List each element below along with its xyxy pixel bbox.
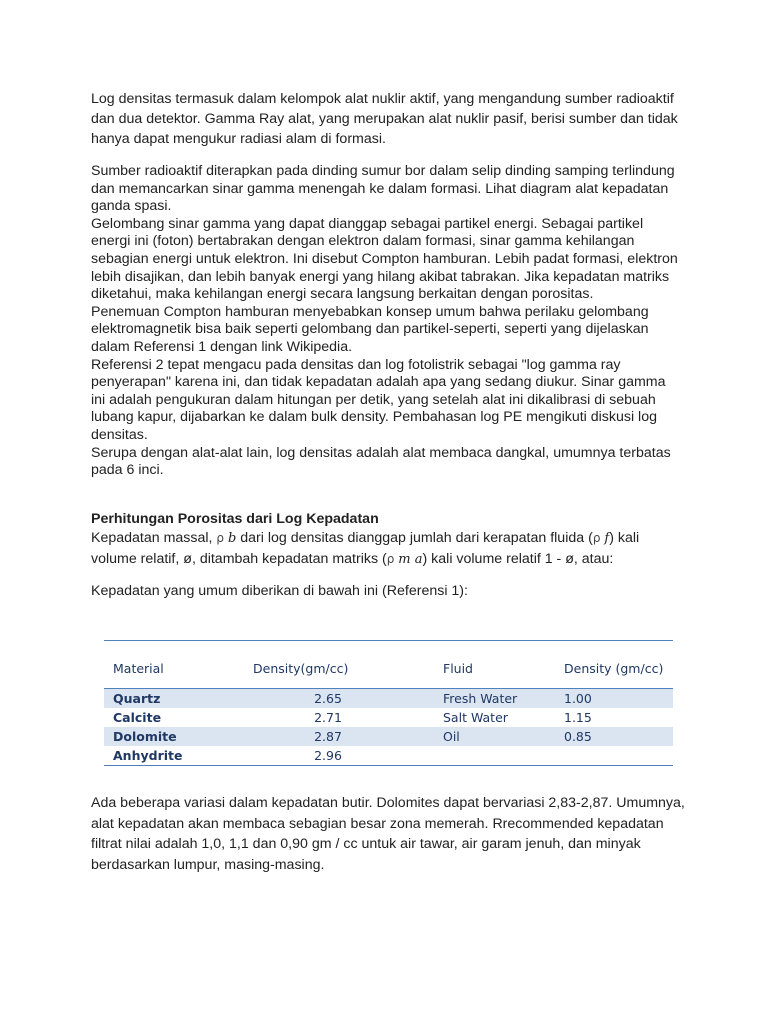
- formula-text-1: Kepadatan massal,: [91, 529, 217, 546]
- closing-section: [91, 793, 691, 875]
- cell-material: Quartz: [104, 689, 253, 709]
- formula-text-5: ) kali volume relatif 1 -: [422, 550, 566, 567]
- cell-fluid: [443, 746, 564, 766]
- table-header-row: [104, 641, 673, 689]
- cell-fluid-density: 0.85: [564, 727, 673, 746]
- header-density: Density(gm/cc): [253, 641, 443, 689]
- cell-material: Anhydrite: [104, 746, 253, 766]
- rho-symbol: ρ: [216, 530, 225, 545]
- phi-symbol: ø: [183, 550, 192, 567]
- header-fluid-density: Density (gm/cc): [564, 641, 673, 689]
- paragraph-intro-4: Penemuan Compton hamburan menyebabkan konsep umum bahwa perilaku gelombang elektromagnetik bisa baik seperti gelombang dan partikel-seperti, seperti yang dijelaskan dalam Referensi 1 dengan link Wikipedia.: [91, 303, 649, 355]
- cell-material: Dolomite: [104, 727, 253, 746]
- formula-text-6: , atau:: [573, 550, 614, 567]
- paragraph-intro-5: Referensi 2 tepat mengacu pada densitas dan log fotolistrik sebagai "log gamma ray penyerapan" karena ini, dan tidak kepadatan adalah apa yang sedang diukur. Sinar gamma ini adalah pengukuran dalam hitungan per detik, yang setelah alat ini dikalibrasi di sebuah lubang kapur, dijabarkan ke dalam bulk density. Pembahasan log PE mengikuti diskusi log densitas.: [91, 356, 666, 443]
- paragraph-intro-6: Serupa dengan alat-alat lain, log densitas adalah alat membaca dangkal, umumnya terbatas pada 6 inci.: [91, 444, 671, 479]
- paragraph-intro-1: Log densitas termasuk dalam kelompok alat nuklir aktif, yang mengandung sumber radioaktif dan dua detektor. Gamma Ray alat, yang merupakan alat nuklir pasif, berisi sumber dan tidak hanya dapat mengukur radiasi alam di formasi.: [91, 91, 678, 147]
- formula-text-2: dari log densitas dianggap jumlah dari kerapatan fluida (: [236, 529, 593, 546]
- phi-symbol: ø: [565, 550, 574, 567]
- table-row: [104, 746, 673, 766]
- cell-material: Calcite: [113, 710, 162, 725]
- paragraph-intro-3: Gelombang sinar gamma yang dapat dianggap sebagai partikel energi. Sebagai partikel energi ini (foton) bertabrakan dengan elektron dalam formasi, sinar gamma kehilangan sebagian energi untuk elektron. Ini disebut Compton hamburan. Lebih padat formasi, elektron lebih disajikan, dan lebih banyak energi yang hilang akibat tabrakan. Jika kepadatan matriks diketahui, maka kehilangan energi secara langsung berkaitan dengan porositas.: [91, 215, 678, 303]
- cell-fluid-density: [564, 746, 673, 766]
- cell-density: 2.71: [314, 710, 342, 725]
- paragraph-formula: [91, 528, 681, 570]
- density-table: [104, 640, 673, 766]
- rho-symbol: ρ: [592, 530, 601, 545]
- table-row: [104, 727, 673, 746]
- formula-text-3: ) kali volume relatif,: [91, 529, 640, 567]
- cell-density: 2.87: [253, 727, 443, 746]
- cell-fluid: Salt Water: [443, 710, 508, 725]
- header-fluid: Fluid: [443, 641, 564, 689]
- cell-density: 2.96: [253, 746, 443, 766]
- paragraph-intro-2: Sumber radioaktif diterapkan pada dinding sumur bor dalam selip dinding samping terlindung dan memancarkan sinar gamma menengah ke dalam formasi. Lihat diagram alat kepadatan ganda spasi.: [91, 163, 675, 215]
- table-intro: Kepadatan yang umum diberikan di bawah ini (Referensi 1):: [91, 582, 468, 599]
- paragraph-closing: Ada beberapa variasi dalam kepadatan butir. Dolomites dapat bervariasi 2,83-2,87. Umumnya, alat kepadatan akan membaca sebagian besar zona memerah. Rrecommended kepadatan filtrat nilai adalah 1,0, 1,1 dan 0,90 gm / cc untuk air tawar, air garam jenuh, dan minyak berdasarkan lumpur, masing-masing.: [91, 795, 685, 873]
- cell-fluid: Fresh Water: [443, 689, 564, 709]
- cell-fluid: Oil: [443, 727, 564, 746]
- cell-density: 2.65: [253, 689, 443, 709]
- subscript-f: f: [604, 530, 610, 546]
- cell-fluid-density: 1.15: [564, 710, 592, 725]
- subscript-b: b: [227, 530, 237, 546]
- table-row: [104, 708, 673, 727]
- formula-text-4: , ditambah kepadatan matriks (: [191, 550, 387, 567]
- cell-fluid-density: 1.00: [564, 689, 673, 709]
- document-body: [91, 89, 681, 600]
- section-heading: Perhitungan Porositas dari Log Kepadatan: [91, 510, 379, 527]
- subscript-ma: m a: [398, 551, 423, 567]
- header-material: Material: [104, 641, 253, 689]
- table-row: [104, 689, 673, 709]
- rho-symbol: ρ: [386, 551, 395, 566]
